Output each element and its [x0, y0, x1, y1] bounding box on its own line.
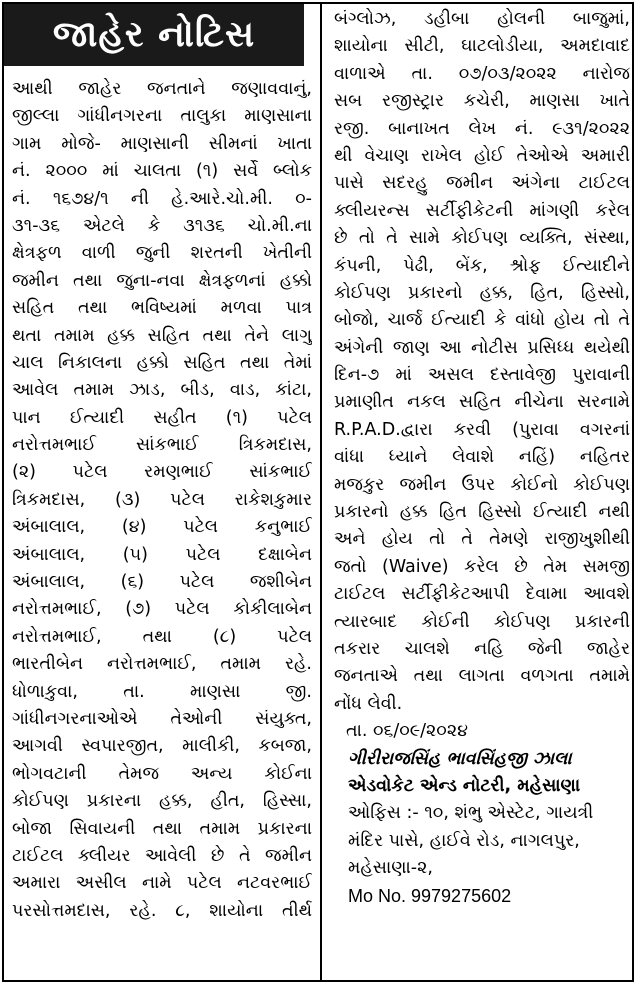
notice-text-line: પરસોત્તમદાસ, રહે. ૮, શાયોના તીર્થ	[12, 900, 312, 921]
notice-text-line: ચાલ નિકાલના હક્કો સહિત તથા તેમાં	[12, 352, 312, 373]
notice-text-line: પાન ઈત્યાદી સહીત (૧) પટેલ	[12, 407, 312, 428]
notice-text-line: અંબાલાલ, (૫) પટેલ દક્ષાબેન	[12, 544, 312, 565]
notice-text-line: ત્યારબાદ કોઈની કોઈપણ પ્રકારની	[334, 611, 630, 632]
notice-text-line: કંપની, પેઢી, બેંક, શ્રોફ ઈત્યાદીને	[334, 255, 630, 276]
notice-text-line: નરોત્તમભાઈ, તથા (૮) પટેલ	[12, 626, 312, 647]
signatory-title: એડવોકેટ એન્ડ નોટરી, મહેસાણા	[348, 775, 581, 796]
notice-text-line: જીલ્લા ગાંધીનગરના તાલુકા માણસાના	[12, 106, 312, 127]
notice-text-line: બોજો, ચાર્જ ઈત્યાદી કે વાંધો હોય તો તે	[334, 310, 630, 331]
notice-text-line: નં. ૨૦૦૦ માં ચાલતા (૧) સર્વે બ્લોક	[12, 161, 312, 182]
notice-text-line: જતો (Waive) કરેલ છે તેમ સમજી	[334, 556, 630, 577]
notice-text-line: ત્રિકમદાસ, (૩) પટેલ રાકેશકુમાર	[12, 489, 312, 510]
notice-text-line: આવેલ તમામ ઝાડ, બીડ, વાડ, કાંટા,	[12, 380, 312, 401]
right-column	[334, 6, 630, 910]
mobile-number: Mo No. 9979275602	[348, 885, 512, 906]
notice-text-line: તકરાર ચાલશે નહિ જેની જાહેર	[334, 638, 630, 659]
notice-text-line: બોજા સિવાયની તથા તમામ પ્રકારના	[12, 818, 312, 839]
notice-text-line: ભારતીબેન નરોત્તમભાઈ, તમામ રહે.	[12, 654, 312, 675]
notice-text-line: દિન-૭ માં અસલ દસ્તાવેજી પુરાવાની	[334, 365, 630, 386]
signatory-name: ગીરીરાજસિંહ ભાવસિંહજી ઝાલા	[348, 748, 572, 769]
notice-text-line: ૩૧-૩૬ એટલે કે ૩૧૩૬ ચો.મી.ના	[12, 215, 312, 236]
notice-text-line: રજી. બાનાખત લેખ નં. ૯૩૧/૨૦૨૨	[334, 118, 630, 139]
notice-text-line: થતા તમામ હક્ક સહિત તથા તેને લાગુ	[12, 325, 312, 346]
notice-text-line: નં. ૧૬૭૪/૧ ની હે.આરે.ચો.મી. ૦-	[12, 188, 312, 209]
address-line: મહેસાણા-૨,	[348, 858, 433, 879]
notice-text-line: બંગ્લોઝ, ડહીબા હોલની બાજુમાં,	[334, 9, 630, 29]
closing-line: નોંધ લેવી.	[334, 693, 403, 714]
notice-date: તા. ૦૬/૦૯/૨૦૨૪	[346, 721, 468, 742]
notice-text-line: (૨) પટેલ રમણભાઈ સાંકભાઈ	[12, 462, 312, 483]
notice-text-line: પ્રમાણીત નકલ સહિત નીચેના સરનામે	[334, 392, 630, 413]
notice-text-line: અંબાલાલ, (૬) પટેલ જશીબેન	[12, 572, 312, 593]
notice-text-line: અને હોય તો તે તેમણે રાજીખુશીથી	[334, 529, 630, 550]
notice-text-line: જનતાએ તથા લાગતા વળગતા તમામે	[334, 666, 630, 687]
notice-text-line: ગાંધીનગરનાઓએ તેઓની સંયુક્ત,	[12, 708, 312, 729]
notice-text-line: મજકુર જમીન ઉપર કોઈનો કોઈપણ	[334, 474, 630, 495]
notice-text-line: આથી જાહેર જનતાને જણાવવાનું,	[12, 79, 312, 99]
notice-text-line: સબ રજીસ્ટ્રાર કચેરી, માણસા ખાતે	[334, 91, 630, 112]
notice-text-line: ભોગવટાની તેમજ અન્ય કોઈના	[12, 763, 312, 784]
notice-text-line: ધોળાકુવા, તા. માણસા જી.	[12, 681, 312, 702]
notice-text-line: ક્લીયરન્સ સર્ટીફીકેટની માંગણી કરેલ	[334, 200, 630, 221]
notice-text-line: વાંધા ધ્યાને લેવાશે નહિં) નહિતર	[334, 447, 630, 468]
notice-text-line: જમીન તથા જુના-નવા ક્ષેત્રફળનાં હક્કો	[12, 270, 312, 291]
notice-text-line: ક્ષેત્રફળ વાળી જુની શરતની ખેતીની	[12, 243, 312, 264]
notice-text-line: આગવી સ્વપારજીત, માલીકી, કબજા,	[12, 736, 312, 757]
notice-text-line: પ્રકારનો હક્ક હિત હિસ્સો ઈત્યાદી નથી	[334, 502, 630, 523]
address-line: ઓફિસ :- ૧૦, શંભુ એસ્ટેટ, ગાયત્રી	[348, 803, 594, 824]
notice-text-line: કોઈપણ પ્રકારના હક્ક, હીત, હિસ્સા,	[12, 791, 312, 812]
notice-text-line: કોઈપણ પ્રકારનો હક્ક, હિત, હિસ્સો,	[334, 282, 630, 303]
notice-text-line: થી વેચાણ રાખેલ હોઈ તેઓએ અમારી	[334, 145, 630, 166]
notice-text-line: વાળાએ તા. ૦૭/૦૩/૨૦૨૨ નારોજ	[334, 63, 630, 84]
notice-text-line: નરોત્તમભાઈ, (૭) પટેલ કોકીલાબેન	[12, 599, 312, 620]
notice-text-line: નરોત્તમભાઈ સાંકભાઈ ત્રિકમદાસ,	[12, 435, 312, 456]
notice-text-line: શાયોના સીટી, ઘાટલોડીયા, અમદાવાદ	[334, 36, 630, 57]
notice-text-line: છે તો તે સામે કોઈપણ વ્યક્તિ, સંસ્થા,	[334, 228, 630, 249]
notice-title: જાહેર નોટિસ	[4, 4, 304, 66]
notice-text-line: R.P.A.D.દ્વારા કરવી (પુરાવા વગરનાં	[334, 419, 630, 440]
left-column	[12, 76, 312, 925]
column-divider	[320, 2, 322, 982]
notice-text-line: સહિત તથા ભવિષ્યમાં મળવા પાત્ર	[12, 298, 312, 319]
address-line: મંદિર પાસે, હાઈવે રોડ, નાગલપુર,	[348, 830, 580, 851]
notice-text-line: પાસે સદરહુ જમીન અંગેના ટાઈટલ	[334, 173, 630, 194]
notice-text-line: ટાઈટલ ક્લીયર આવેલી છે તે જમીન	[12, 845, 312, 866]
notice-text-line: અંબાલાલ, (૪) પટેલ કનુભાઈ	[12, 517, 312, 538]
notice-text-line: ગામ મોજે- માણસાની સીમનાં ખાતા	[12, 133, 312, 154]
notice-text-line: ટાઈટલ સર્ટીફીકેટઆપી દેવામા આવશે	[334, 584, 630, 605]
notice-text-line: અંગેની જાણ આ નોટીસ પ્રસિધ્ધ થયેથી	[334, 337, 630, 358]
notice-text-line: અમારા અસીલ નામે પટેલ નટવરભાઈ	[12, 873, 312, 894]
